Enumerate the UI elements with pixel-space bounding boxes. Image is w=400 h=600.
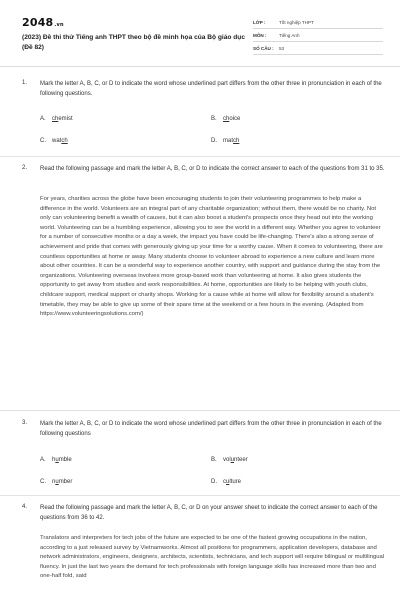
option-d[interactable]	[211, 138, 239, 144]
question-number: 4.	[22, 504, 28, 510]
option-b[interactable]	[211, 457, 248, 463]
passage-text: For years, charities across the globe have been encouraging students to join their volunteering programmes to help make a difference in the world. Volunteers are an integral part of any charitable organization; without them, there would be no charity. Not only can volunteering benefit a wealth of causes, but it can also boost a student's prospects once they head out into the working world. Volunteering can be a humbling experience, allowing you to see the world in a different way. Whether you agree to volunteer for a number of consecutive months or a day a week, the impact you have could be life-changing. There's also a strong sense of achievement and pride that comes with generously giving up your time for a worthy cause. When it comes to volunteering, there are countless opportunities at home or away. Many students choose to volunteer abroad to experience a new culture and learn more about other countries. It can be a wonderful way to experience another country, with support and guidance during the stay from the organizations. Volunteering overseas involves more group-based work than volunteering at home. It also gives students the opportunity to get away from studies and work responsibilities. At home, opportunities are likely to be helping with youth clubs, childcare support, medical support or charity shops. Working for a cause while at home will allow for flexibility around a student's timetable, they may be able to give up some of their spare time at the weekend or a few hours in the evening. (Adapted from https://www.volunteeringsolutions.com/)	[40, 196, 383, 318]
underlined-part: ch	[52, 116, 59, 122]
meta-label: SỐ CÂU :	[253, 45, 274, 51]
option-letter: C.	[40, 138, 46, 144]
question-divider	[0, 156, 400, 157]
logo-text: 2048	[22, 16, 54, 29]
option-text: mber	[58, 479, 73, 485]
option-text: n	[52, 479, 56, 485]
document-title: (2023) Đề thi thử Tiếng anh THPT theo bộ đề minh họa của Bộ giáo dục (Đề 82)	[22, 34, 245, 51]
meta-label: MÔN :	[253, 32, 267, 38]
meta-value: 53	[279, 45, 285, 51]
option-letter: B.	[211, 116, 217, 122]
option-text: emist	[58, 116, 73, 122]
option-text: mat	[223, 138, 234, 144]
underlined-part: u	[55, 479, 59, 485]
underlined-part: u	[230, 457, 235, 463]
underlined-part: u	[55, 457, 59, 463]
option-letter: D.	[211, 138, 217, 144]
option-letter: A.	[40, 116, 46, 122]
question-divider	[0, 495, 400, 496]
option-text: vol	[223, 457, 231, 463]
question-number: 3.	[22, 420, 28, 426]
option-a[interactable]	[40, 116, 73, 122]
option-text: h	[52, 457, 56, 463]
question-divider	[0, 410, 400, 411]
option-letter: B.	[211, 457, 217, 463]
question-number: 2.	[22, 165, 28, 171]
question-text: Mark the letter A, B, C, or D to indicate the word whose underlined part differs from the other three in pronunciation in each of the following questions	[40, 421, 382, 437]
option-text: oice	[229, 116, 241, 122]
option-letter: D.	[211, 479, 217, 485]
meta-value: Tiếng Anh	[279, 32, 300, 38]
option-text: lture	[229, 479, 242, 485]
option-letter: A.	[40, 457, 46, 463]
meta-value: Tốt nghiệp THPT	[279, 19, 314, 25]
underlined-part: u	[226, 479, 230, 485]
header-divider	[0, 66, 400, 67]
option-d[interactable]	[211, 479, 241, 485]
option-text: wat	[52, 138, 62, 144]
question-text: Read the following passage and mark the letter A, B, C, or D on your answer sheet to indicate the correct answer to each of the questions from 36 to 42.	[40, 505, 378, 521]
question-number: 1.	[22, 80, 28, 86]
page-header	[0, 0, 400, 62]
underlined-part: ch	[223, 116, 230, 122]
option-letter: C.	[40, 479, 46, 485]
question-text: Read the following passage and mark the letter A, B, C, or D to indicate the correct answer to each of the questions from 31 to 35.	[40, 166, 385, 172]
option-text: mble	[58, 457, 72, 463]
option-b[interactable]	[211, 116, 240, 122]
meta-row-subject	[253, 29, 383, 42]
reading-passage	[40, 534, 385, 600]
meta-row-count	[253, 42, 383, 55]
meta-row-class	[253, 16, 383, 29]
option-a[interactable]	[40, 457, 72, 463]
question-text: Mark the letter A, B, C, or D to indicate the word whose underlined part differs from the other three in pronunciation in each of the following questions.	[40, 81, 382, 97]
option-c[interactable]	[40, 479, 72, 485]
logo-suffix: .vn	[54, 22, 64, 28]
underlined-part: ch	[233, 138, 240, 144]
document-meta	[253, 16, 383, 55]
reading-passage	[40, 195, 385, 320]
passage-text: Translators and interpreters for tech jobs of the future are expected to be one of the fastest growing occupations in the nation, according to a just released survey by Vietnamworks. Almost all positions for programmers, application developers, database and network administrators, engineers, designers, architects, scientists, technicians, and tech support will require bilingual or multilingual fluency. In just the last two years the demand for tech professionals with foreign language skills has increased more than two and one-half fold, said	[40, 535, 385, 580]
option-text: c	[223, 479, 226, 485]
option-text: nteer	[234, 457, 248, 463]
option-c[interactable]	[40, 138, 68, 144]
underlined-part: ch	[61, 138, 68, 144]
meta-label: LỚP :	[253, 19, 266, 25]
site-logo[interactable]	[22, 16, 64, 29]
